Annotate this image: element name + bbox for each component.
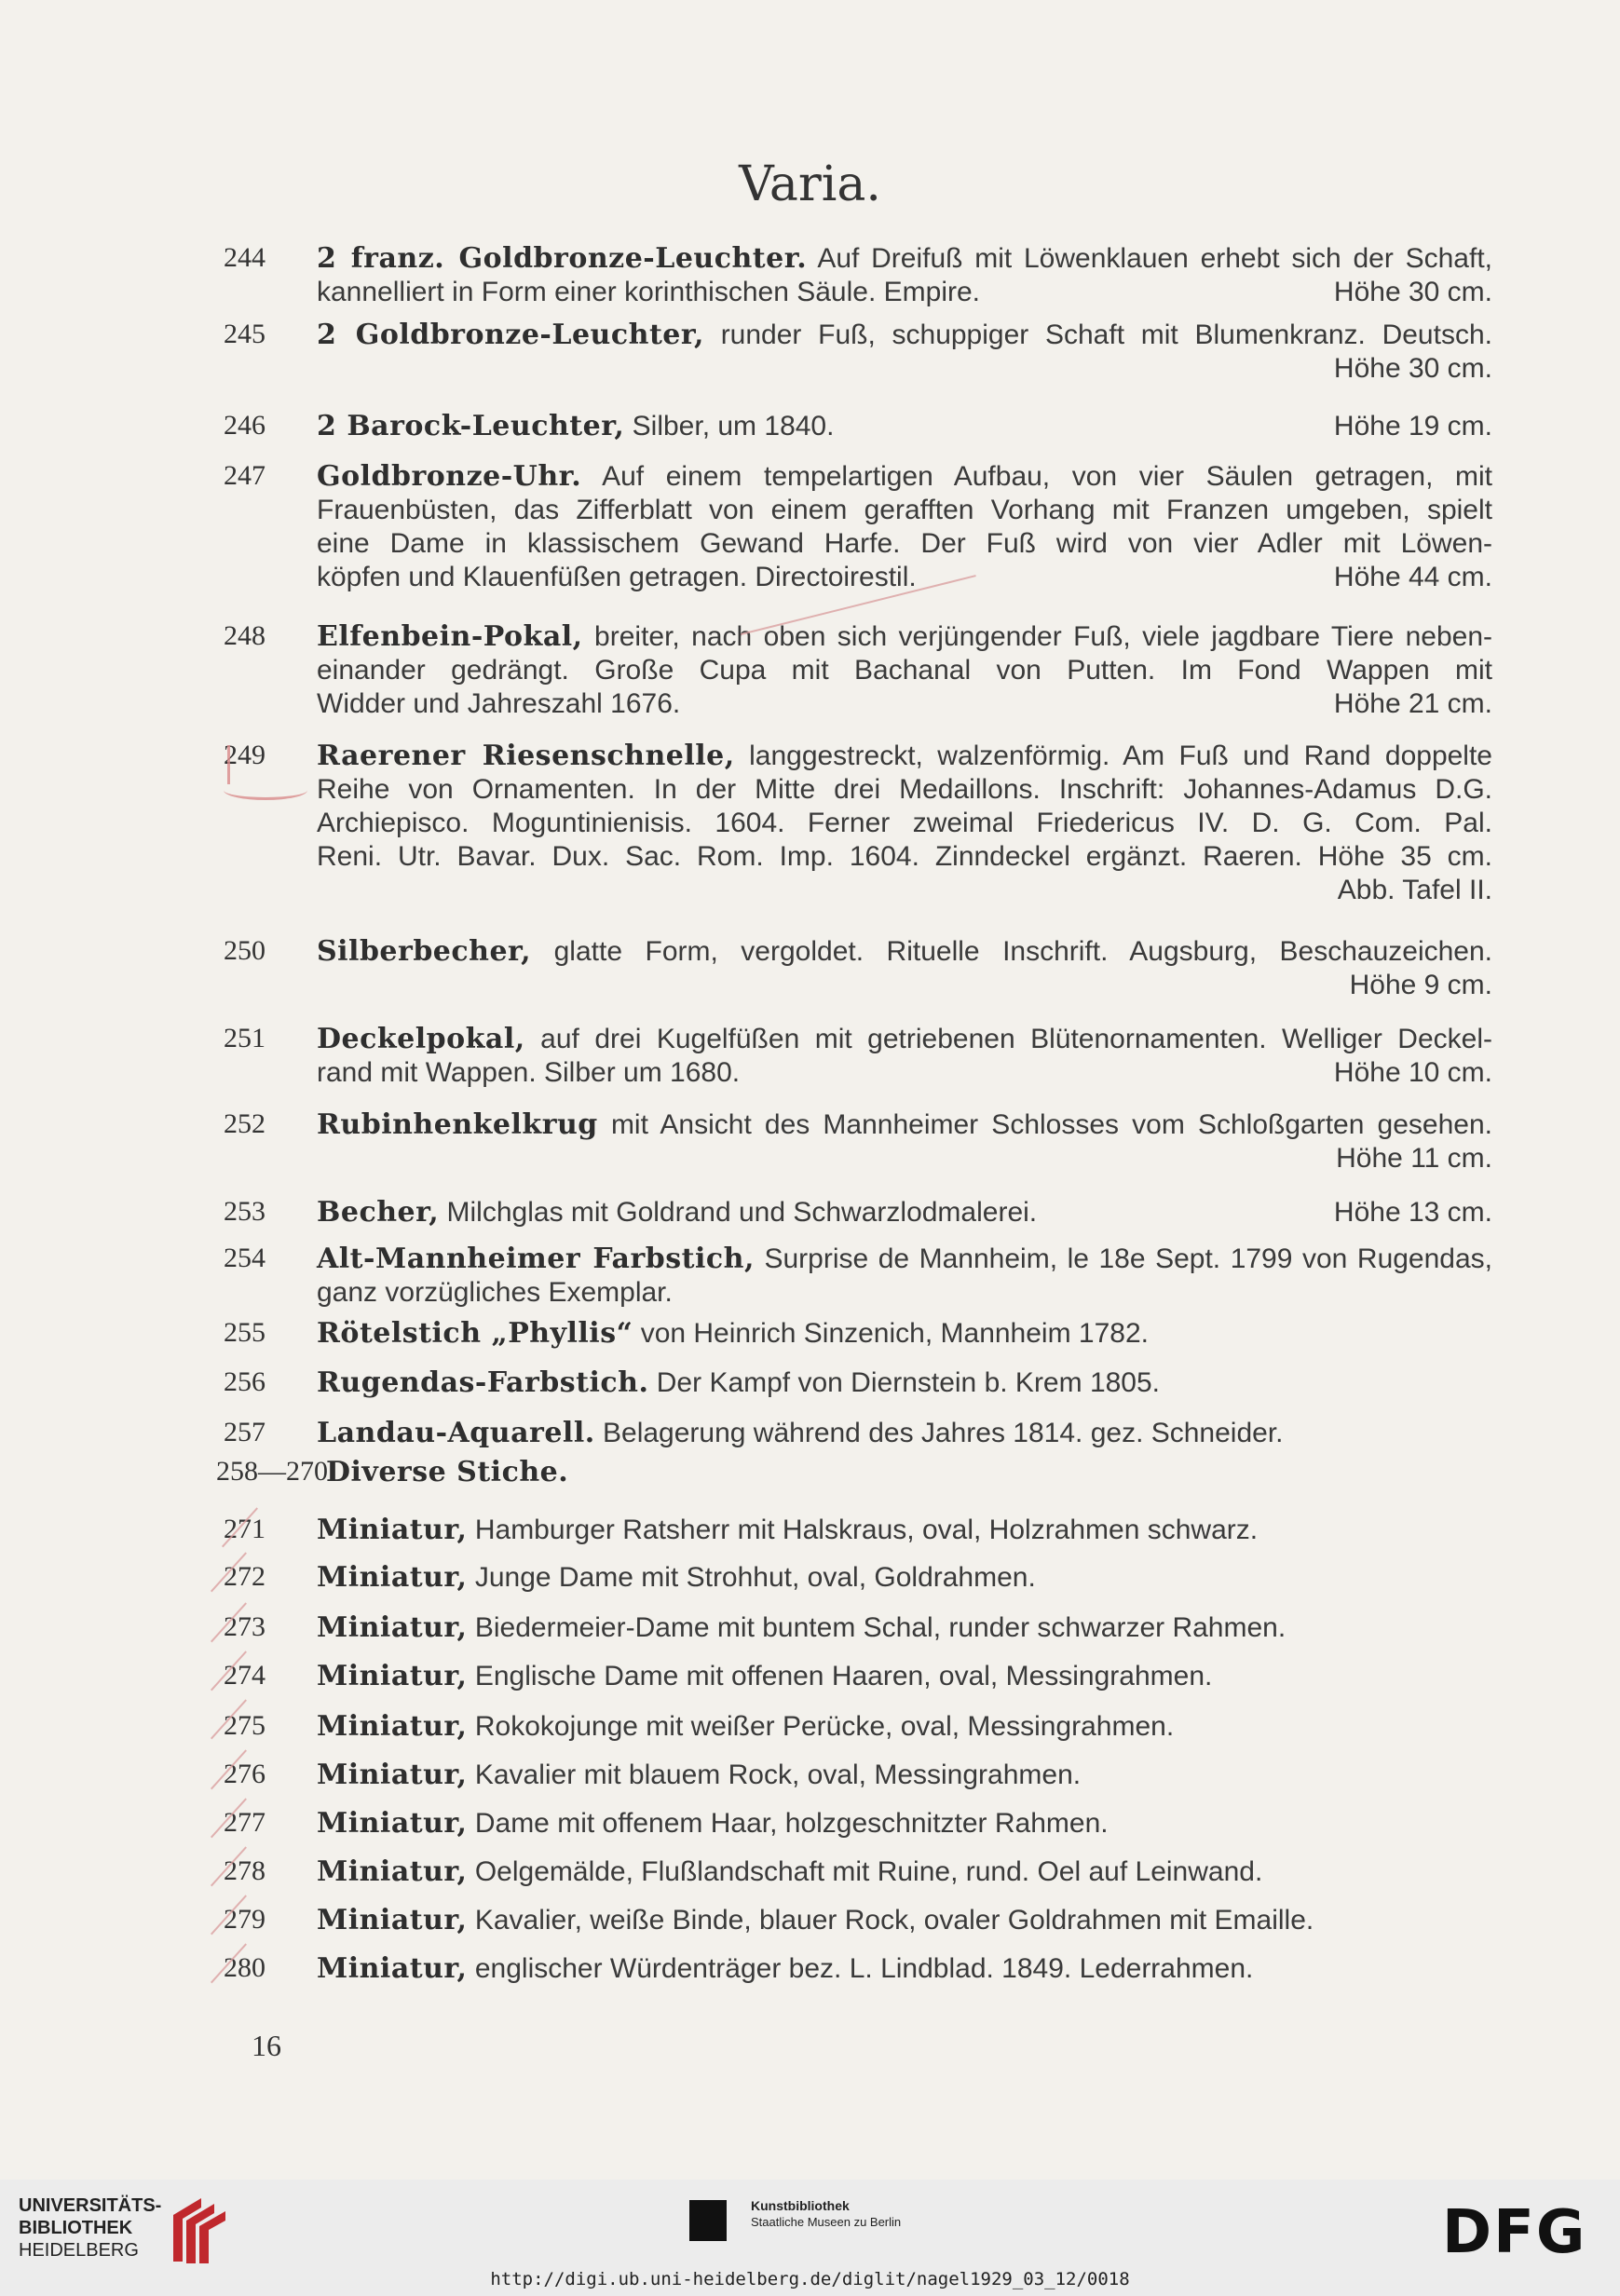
entry-name: Miniatur, [317,1660,468,1692]
entry-number: 246 [224,410,265,441]
entry-line [317,1366,1492,1400]
entry-description: Hamburger Ratsherr mit Halskraus, oval, Holzrahmen schwarz. [474,1515,1259,1545]
ub-line-2: BIBLIOTHEK [19,2218,133,2238]
ub-logo-icon [164,2196,229,2265]
kunstbibliothek-label [751,2198,901,2230]
entry-number: 275 [224,1710,265,1741]
entry-line [317,1807,1492,1841]
entry-line [317,1023,1492,1056]
source-url-link[interactable]: http://digi.ub.uni-heidelberg.de/diglit/nagel1929_03_12/0018 [490,2269,1130,2289]
entry-text [317,1807,1492,1841]
entry-name: Miniatur, [317,1611,468,1644]
entry-line [317,687,1492,721]
entry-description: Belagerung während des Jahres 1814. gez. Schneider. [603,1418,1284,1448]
entry-description: Silber, um 1840. [632,411,835,442]
entry-description: Oelgemälde, Flußlandschaft mit Ruine, rund. Oel auf Leinwand. [474,1856,1263,1887]
entry-line [317,1417,1492,1450]
entry-line [317,1660,1492,1693]
entry-description: mit Ansicht des Mannheimer Schlosses vom Schloßgarten gesehen. [610,1109,1492,1140]
entry-number: 245 [224,319,265,349]
entry-line [326,1456,1502,1489]
entry-text [317,1196,1492,1230]
entry-name: Miniatur, [317,1710,468,1743]
entry-description: Kavalier, weiße Binde, blauer Rock, ovaler Goldrahmen mit Emaille. [474,1905,1314,1936]
entry-line [317,620,1492,654]
entry-number: 274 [224,1660,265,1691]
entry-name: 2 Barock-Leuchter, [317,410,625,442]
ub-line-1: UNIVERSITÄTS- [19,2195,162,2216]
entry-description: Widder und Jahreszahl 1676. [317,688,681,719]
entry-line [317,740,1492,773]
entry-number: 254 [224,1243,265,1273]
entry-name: Miniatur, [317,1759,468,1791]
pencil-mark-249 [224,781,307,800]
entry-dimension: Höhe 11 cm. [1336,1143,1492,1174]
entry-number: 244 [224,242,265,273]
entry-name: Raerener Riesenschnelle, [317,740,735,772]
entry-number: 248 [224,620,265,651]
entry-line [317,807,1492,840]
entry-description: Dame mit offenem Haar, holzgeschnitzter Rahmen. [474,1808,1109,1839]
entry-description: eine Dame in klassischem Gewand Harfe. Der Fuß wird von vier Adler mit Löwen- [317,528,1492,559]
entry-line [317,1317,1492,1351]
entry-line [317,1710,1492,1744]
entry-description: glatte Form, vergoldet. Rituelle Inschrift. Augsburg, Beschauzeichen. [553,936,1492,967]
entry-line [317,527,1492,561]
entry-text [317,1611,1492,1645]
entry-text [317,410,1492,443]
entry-number: 247 [224,460,265,491]
entry-number: 253 [224,1196,265,1227]
entry-number: 278 [224,1855,265,1886]
entry-line [317,1056,1492,1090]
entry-number: 252 [224,1108,265,1139]
kb-subtitle: Staatliche Museen zu Berlin [751,2215,902,2229]
entry-number: 277 [224,1807,265,1838]
entry-description: von Heinrich Sinzenich, Mannheim 1782. [640,1318,1149,1349]
entry-number: 280 [224,1952,265,1983]
entry-name: Landau-Aquarell. [317,1417,595,1449]
entry-number: 272 [224,1561,265,1592]
entry-description: kannelliert in Form einer korinthischen Säule. Empire. [317,277,980,307]
entry-line [317,1142,1492,1175]
entry-name: Goldbronze-Uhr. [317,460,582,493]
entry-line [317,561,1492,594]
entry-dimension: Höhe 10 cm. [1333,1057,1492,1088]
entry-dimension: Höhe 30 cm. [1333,353,1492,384]
entry-line [317,935,1492,969]
entry-text [317,1952,1492,1986]
entry-name: Deckelpokal, [317,1023,525,1055]
entry-name: Rugendas-Farbstich. [317,1366,649,1399]
entry-description: englischer Würdenträger bez. L. Lindblad. 1849. Lederrahmen. [474,1953,1254,1984]
entry-name: 2 Goldbronze-Leuchter, [317,319,704,351]
entry-line [317,276,1492,309]
entry-name: 2 franz. Goldbronze-Leuchter. [317,242,808,275]
entry-description: ganz vorzügliches Exemplar. [317,1277,673,1308]
entry-description: Reihe von Ornamenten. In der Mitte drei Medaillons. Inschrift: Johannes-Adamus D.G. [317,774,1492,805]
entry-name: Miniatur, [317,1561,468,1594]
entry-line [317,1276,1492,1310]
entry-text [317,460,1492,594]
entry-text [317,1514,1492,1547]
entry-name: Rubinhenkelkrug [317,1108,598,1141]
entry-description: Biedermeier-Dame mit buntem Schal, runder schwarzer Rahmen. [474,1612,1286,1643]
entry-line [317,1611,1492,1645]
entry-line [317,319,1492,352]
entry-number: 251 [224,1023,265,1053]
entry-name: Diverse Stiche. [326,1456,569,1488]
entry-description: Englische Dame mit offenen Haaren, oval, Messingrahmen. [474,1661,1213,1691]
entry-number: 258—270 [216,1456,328,1487]
entry-name: Silberbecher, [317,935,532,968]
entry-dimension: Höhe 13 cm. [1333,1197,1492,1228]
entry-dimension: Abb. Tafel II. [1337,875,1492,905]
entry-name: Elfenbein-Pokal, [317,620,583,653]
entry-line [317,969,1492,1002]
entry-line [317,494,1492,527]
entry-text [317,1561,1492,1595]
dfg-logo: DFG [1442,2198,1587,2267]
entry-description: Der Kampf von Diernstein b. Krem 1805. [656,1367,1161,1398]
entry-line [317,1514,1492,1547]
entry-text [317,620,1492,721]
entry-description: köpfen und Klauenfüßen getragen. Directoirestil. [317,562,917,592]
entry-description: Junge Dame mit Strohhut, oval, Goldrahmen. [474,1562,1036,1593]
entry-line [317,242,1492,276]
entry-name: Becher, [317,1196,440,1229]
entry-name: Miniatur, [317,1855,468,1888]
entry-line [317,410,1492,443]
entry-name: Miniatur, [317,1514,468,1546]
entry-line [317,1759,1492,1792]
entry-description: Archiepisco. Moguntinienisis. 1604. Ferner zweimal Friedericus IV. D. G. Com. Pal. [317,808,1492,838]
entry-description: Surprise de Mannheim, le 18e Sept. 1799 von Rugendas, [764,1243,1493,1274]
entry-number: 257 [224,1417,265,1447]
entry-name: Miniatur, [317,1807,468,1840]
entry-line [317,1243,1492,1276]
page-title: Varia. [739,156,881,212]
entry-number: 249 [224,740,265,770]
entry-line [317,1904,1492,1937]
entry-dimension: Höhe 9 cm. [1349,970,1492,1000]
entry-description: breiter, nach oben sich verjüngender Fuß, viele jagdbare Tiere neben- [594,621,1492,652]
ub-heidelberg-label [19,2194,161,2262]
entry-dimension: Höhe 19 cm. [1333,411,1492,442]
entry-text [317,1023,1492,1090]
entry-description: Frauenbüsten, das Zifferblatt von einem gerafften Vorhang mit Franzen umgeben, spielt [317,495,1492,525]
entry-description: rand mit Wappen. Silber um 1680. [317,1057,741,1088]
entry-number: 273 [224,1611,265,1642]
entry-line [317,1108,1492,1142]
entry-text [317,740,1492,907]
entry-text [317,1759,1492,1792]
entry-text [317,1417,1492,1450]
entry-line [317,352,1492,386]
entry-number: 271 [224,1514,265,1544]
entry-number: 256 [224,1366,265,1397]
entry-text [317,1317,1492,1351]
entry-line [317,1561,1492,1595]
entry-line [317,460,1492,494]
entry-text [317,1904,1492,1937]
entry-text [317,1855,1492,1889]
entry-number: 255 [224,1317,265,1348]
entry-line [317,1952,1492,1986]
kunstbibliothek-logo-icon [689,2200,727,2241]
entry-line [317,773,1492,807]
entry-dimension: Höhe 30 cm. [1333,277,1492,307]
entry-line [317,840,1492,874]
entry-description: Milchglas mit Goldrand und Schwarzlodmalerei. [446,1197,1038,1228]
entry-text [326,1456,1502,1489]
entry-text [317,935,1492,1002]
entry-text [317,319,1492,386]
entry-description: Auf einem tempelartigen Aufbau, von vier Säulen getragen, mit [602,461,1492,492]
entry-name: Miniatur, [317,1904,468,1936]
entry-number: 279 [224,1904,265,1935]
entry-text [317,1243,1492,1310]
entry-text [317,242,1492,309]
entry-line [317,1196,1492,1230]
entry-line [317,874,1492,907]
entry-description: Rokokojunge mit weißer Perücke, oval, Messingrahmen. [474,1711,1175,1742]
entry-description: langgestreckt, walzenförmig. Am Fuß und Rand doppelte [749,740,1492,771]
entry-description: Kavalier mit blauem Rock, oval, Messingrahmen. [474,1759,1082,1790]
entry-line [317,654,1492,687]
page-number: 16 [252,2029,281,2062]
entry-description: auf drei Kugelfüßen mit getriebenen Blütenornamenten. Welliger Deckel- [540,1024,1492,1054]
entry-name: Rötelstich „Phyllis“ [317,1317,633,1350]
entry-line [317,1855,1492,1889]
entry-number: 250 [224,935,265,966]
entry-text [317,1108,1492,1175]
entry-name: Miniatur, [317,1952,468,1985]
entry-description: einander gedrängt. Große Cupa mit Bachanal von Putten. Im Fond Wappen mit [317,655,1492,686]
entry-description: runder Fuß, schuppiger Schaft mit Blumenkranz. Deutsch. [720,319,1492,350]
entry-name: Alt-Mannheimer Farbstich, [317,1243,755,1275]
ub-line-3: HEIDELBERG [19,2240,139,2261]
entry-description: Auf Dreifuß mit Löwenklauen erhebt sich der Schaft, [817,243,1492,274]
entry-text [317,1366,1492,1400]
kb-title: Kunstbibliothek [751,2198,850,2213]
entry-number: 276 [224,1759,265,1789]
pencil-mark-bracket [227,745,230,784]
entry-text [317,1710,1492,1744]
entry-dimension: Höhe 44 cm. [1333,562,1492,592]
entry-text [317,1660,1492,1693]
entry-dimension: Höhe 21 cm. [1333,688,1492,719]
entry-description: Reni. Utr. Bavar. Dux. Sac. Rom. Imp. 1604. Zinndeckel ergänzt. Raeren. Höhe 35 cm. [317,841,1492,872]
